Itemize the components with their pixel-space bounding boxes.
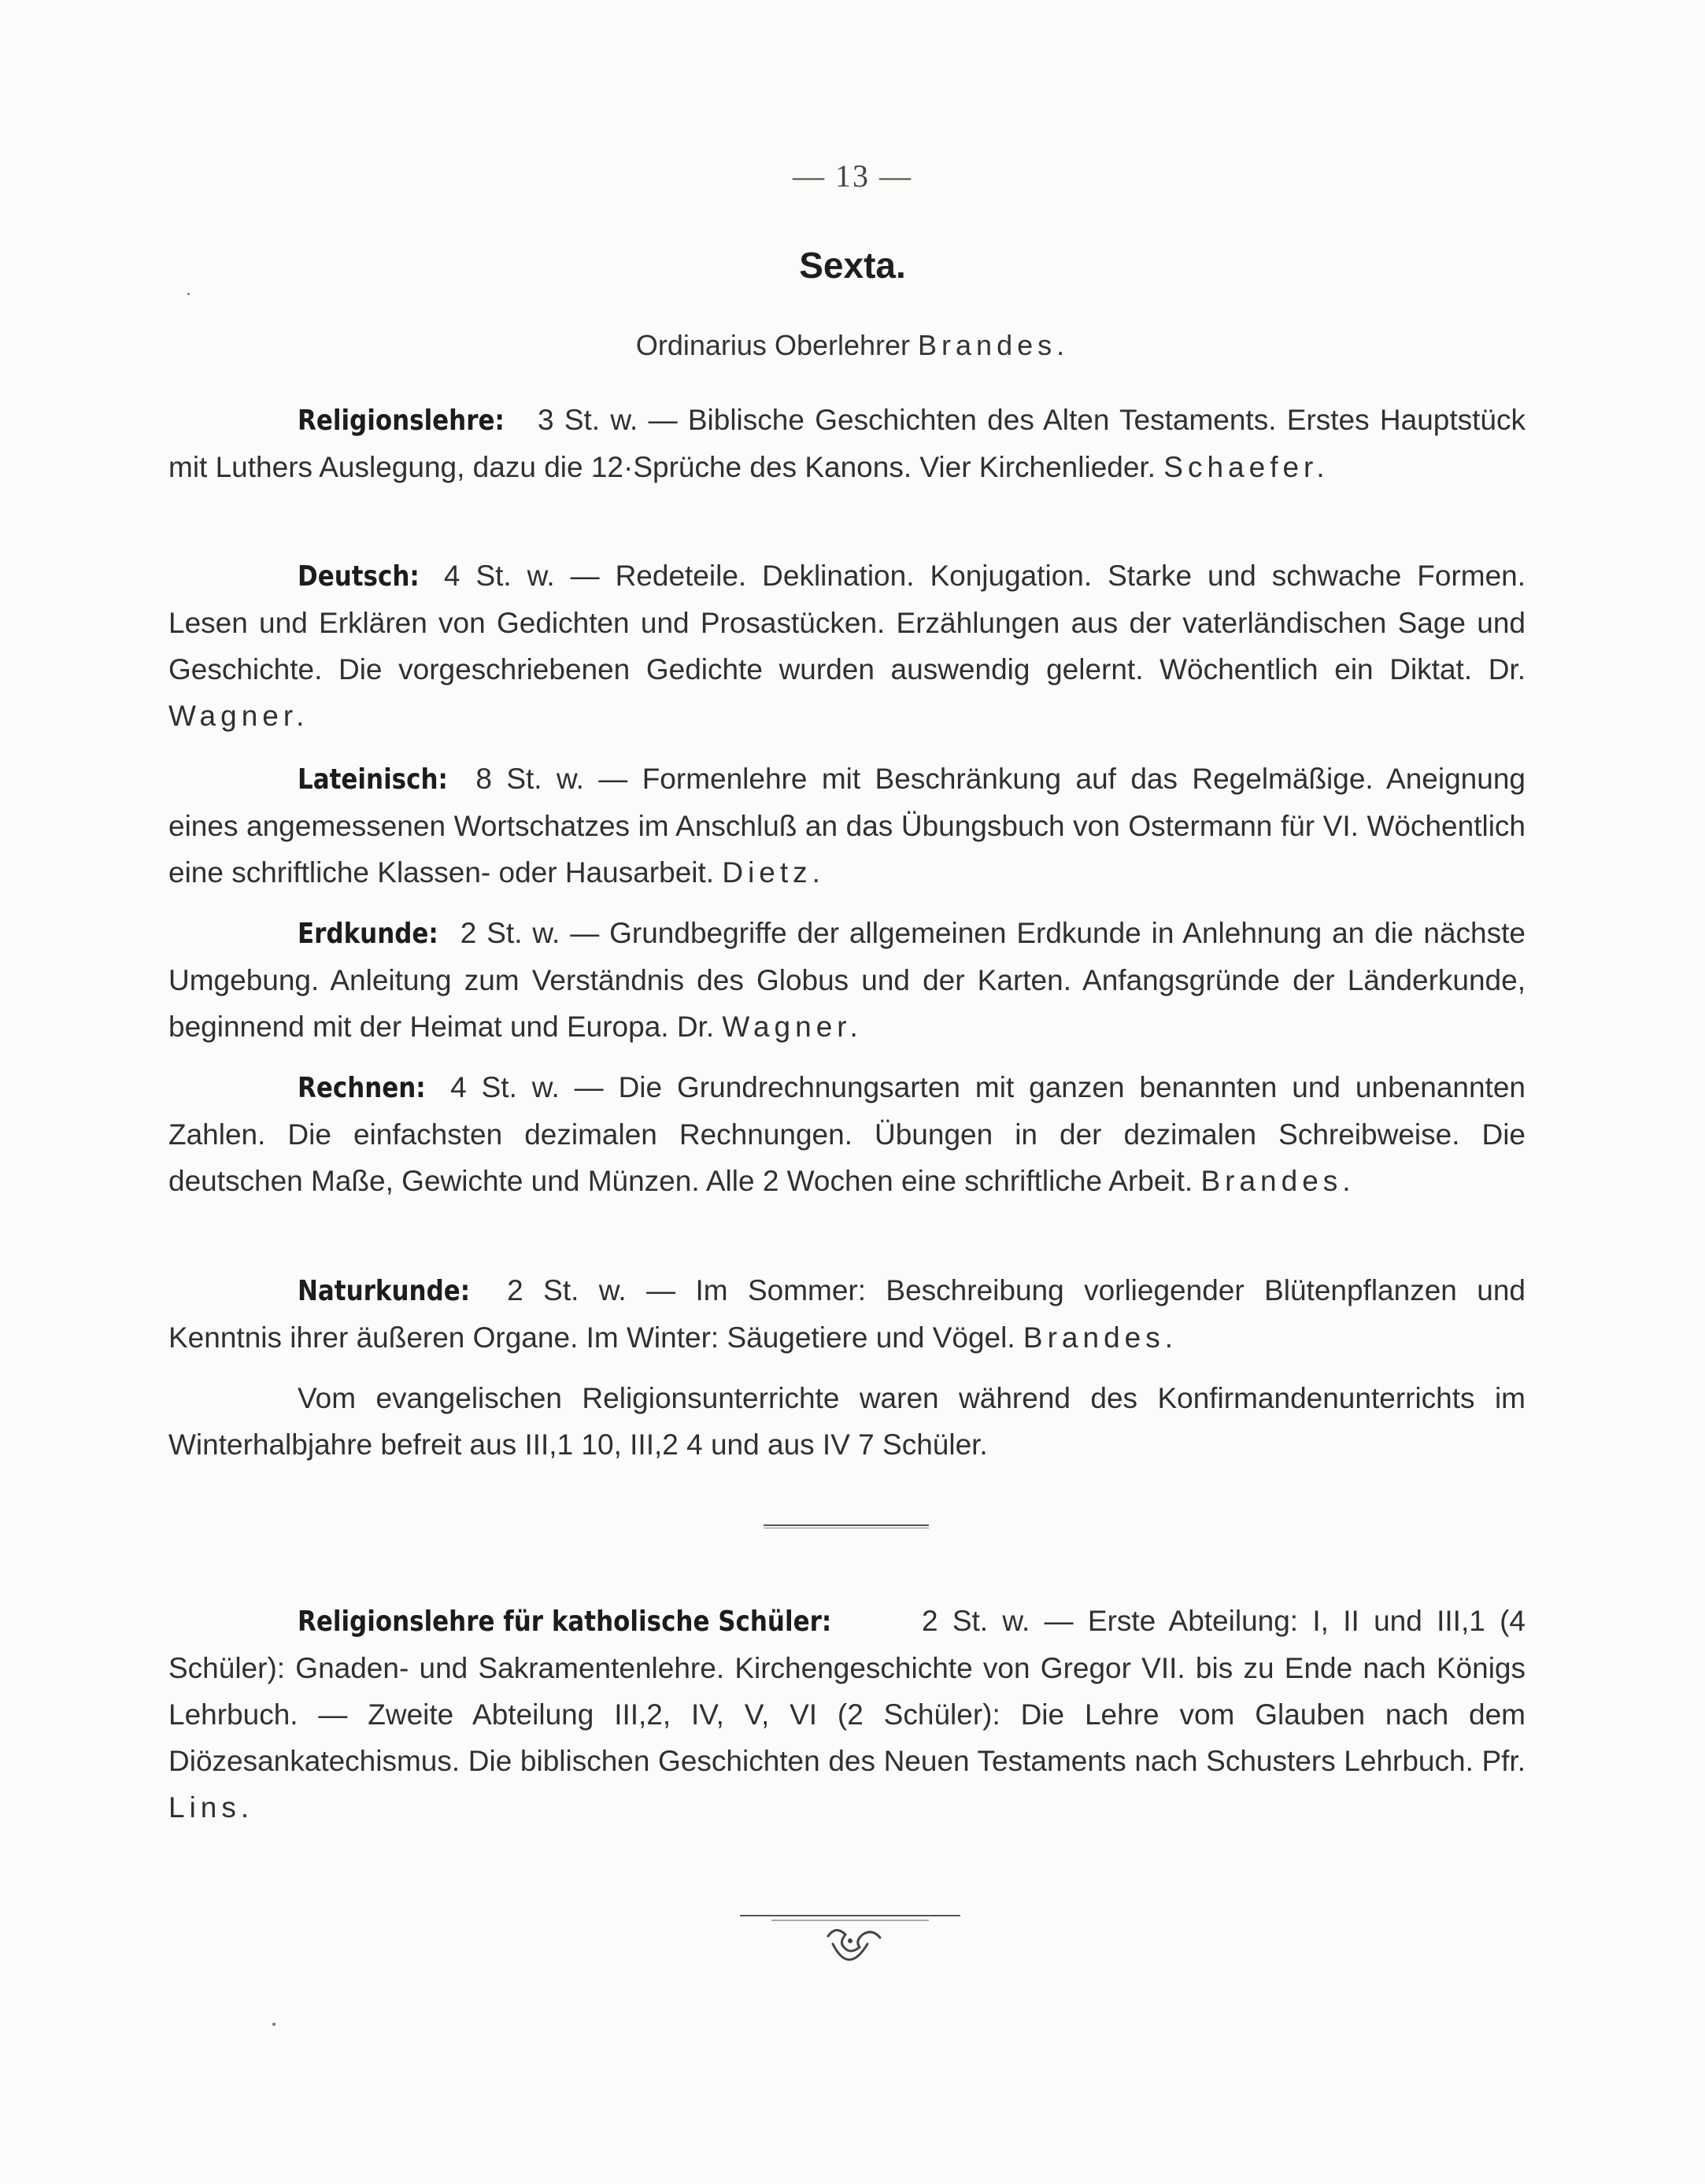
subject-paragraph-naturkunde xyxy=(168,1267,1526,1361)
section-divider xyxy=(764,1524,929,1526)
subject-teacher: Wagner. xyxy=(168,700,309,732)
subject-name: Religionslehre für katholische Schüler: xyxy=(298,1606,832,1638)
end-ornament-icon xyxy=(740,1900,960,1979)
subject-teacher: Brandes. xyxy=(1200,1165,1355,1197)
subject-paragraph-erdkunde xyxy=(168,910,1526,1050)
note-text: Vom evangelischen Religionsunterrichte waren während des Konfirmandenunterrichts im Winterhalbjahre befreit aus III,1 10, III,2 4 und aus IV 7 Schüler. xyxy=(168,1382,1526,1461)
subject-paragraph-lateinisch xyxy=(168,756,1526,896)
subject-teacher: Lins. xyxy=(168,1791,254,1824)
subject-text: 2 St. w. — Grundbegriffe der allgemeinen Erdkunde in Anlehnung an die nächste Umgebung. Anleitung zum Verständnis des Globus und der Karten. Anfangsgründe der Länderkunde, beginnend mit der Heimat und Europa. Dr. xyxy=(168,917,1526,1043)
subject-text: 8 St. w. — Formenlehre mit Beschränkung auf das Regelmäßige. Aneignung eines angemessenen Wortschatzes im Anschluß an das Übungsbuch von Ostermann für VI. Wöchentlich eine schriftliche Klassen- oder Hausarbeit. xyxy=(168,763,1526,889)
page-number: — 13 — xyxy=(793,158,912,194)
ordinarius-prefix: Ordinarius Oberlehrer xyxy=(635,329,911,361)
section-title: Sexta. xyxy=(799,245,906,286)
subject-paragraph-rechnen xyxy=(168,1064,1526,1204)
subject-teacher: Dietz. xyxy=(722,856,825,889)
subject-paragraph-catholic-religion xyxy=(168,1598,1526,1831)
subject-text: 4 St. w. — Redeteile. Deklination. Konjugation. Starke und schwache Formen. Lesen und Erklären von Gedichten und Prosastücken. Erzählungen aus der vaterländischen Sage und Geschichte. Die vorgeschriebenen Gedichte wurden auswendig gelernt. Wöchentlich ein Diktat. Dr. xyxy=(168,560,1526,686)
subject-teacher: Wagner. xyxy=(722,1011,863,1043)
exemption-note xyxy=(168,1375,1526,1468)
subject-name: Religionslehre: xyxy=(298,405,505,437)
ordinarius-line xyxy=(0,329,1705,362)
subject-text: 4 St. w. — Die Grundrechnungsarten mit ganzen benannten und unbenannten Zahlen. Die einfachsten dezimalen Rechnungen. Übungen in der dezimalen Schreibweise. Die deutschen Maße, Gewichte und Münzen. Alle 2 Wochen eine schriftliche Arbeit. xyxy=(168,1071,1526,1197)
scan-speck xyxy=(187,293,190,295)
ordinarius-name: Brandes. xyxy=(918,329,1070,361)
subject-paragraph-religionslehre xyxy=(168,397,1526,490)
subject-paragraph-deutsch xyxy=(168,552,1526,739)
subject-name: Lateinisch: xyxy=(298,763,448,796)
subject-text: 2 St. w. — Im Sommer: Beschreibung vorliegender Blütenpflanzen und Kenntnis ihrer äußeren Organe. Im Winter: Säugetiere und Vögel. xyxy=(168,1274,1526,1354)
subject-teacher: Schaefer. xyxy=(1163,451,1330,483)
subject-name: Deutsch: xyxy=(298,560,420,593)
subject-text: 2 St. w. — Erste Abteilung: I, II und III,1 (4 Schüler): Gnaden- und Sakramentenlehre. Kirchengeschichte von Gregor VII. bis zu Ende nach Königs Lehrbuch. — Zweite Abteilung III,2, IV, V, VI (2 Schüler): Die Lehre vom Glauben nach dem Diözesankatechismus. Die biblischen Geschichten des Neuen Testaments nach Schusters Lehrbuch. Pfr. xyxy=(168,1605,1526,1777)
subject-name: Rechnen: xyxy=(298,1072,426,1104)
subject-name: Naturkunde: xyxy=(298,1275,471,1307)
subject-teacher: Brandes. xyxy=(1023,1321,1178,1354)
scan-speck xyxy=(272,2023,276,2026)
subject-text: 3 St. w. — Biblische Geschichten des Alten Testaments. Erstes Hauptstück mit Luthers Auslegung, dazu die 12·Sprüche des Kanons. Vier Kirchenlieder. xyxy=(168,404,1526,483)
subject-name: Erdkunde: xyxy=(298,918,438,950)
